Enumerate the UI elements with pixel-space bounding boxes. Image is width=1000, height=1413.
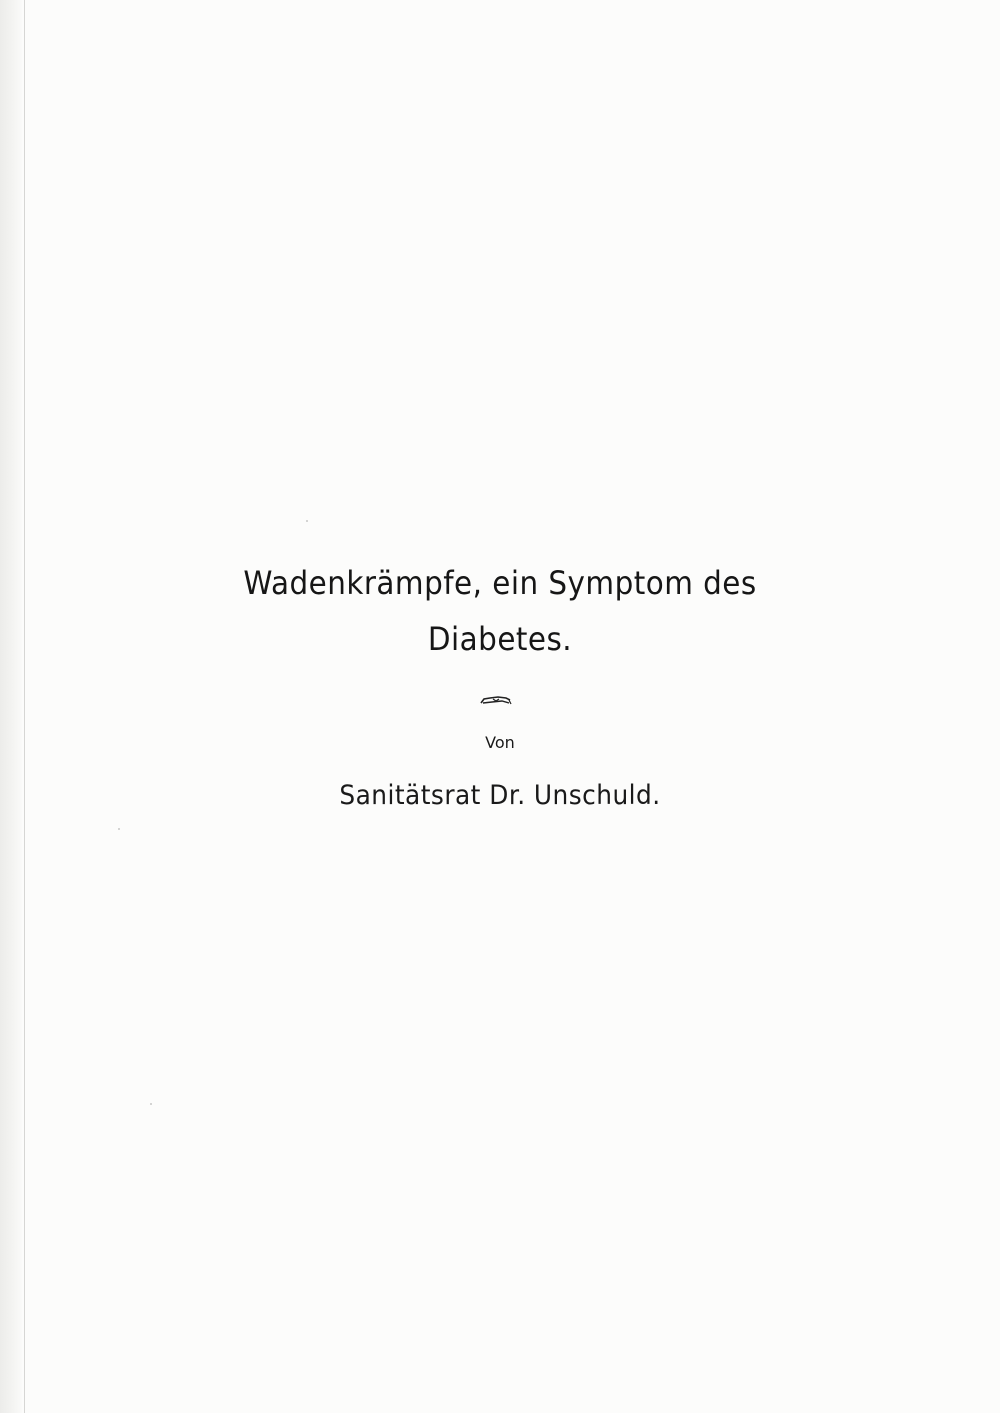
author: Sanitätsrat Dr. Unschuld. [339,780,661,811]
printer-ornament-icon [480,694,512,706]
binding-edge [0,0,22,1413]
paper-speck [118,828,120,830]
title-line-1: Wadenkrämpfe, ein Symptom des [243,564,757,602]
title-line-2: Diabetes. [427,620,573,658]
title [150,555,850,667]
byline: Von [485,733,515,752]
binding-line [24,0,25,1413]
paper-speck [306,520,308,522]
paper-speck [150,1103,152,1105]
